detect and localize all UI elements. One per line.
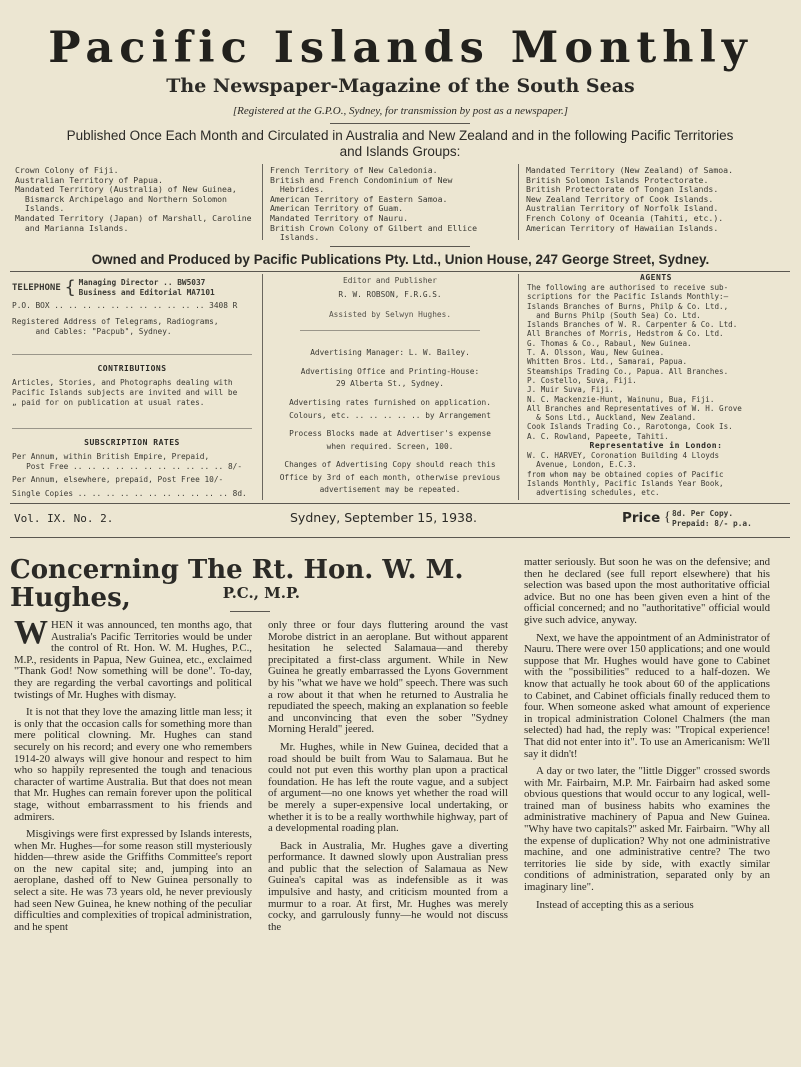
paragraph: only three or four days fluttering around the vast Morobe district in an aeroplane. But without apparent hesitation he selected Salamaua—and thereby precipitated a first-class argument. While in New Guinea he greatly embarrassed the Lyons Government by his "what we have we hold" speech. There was such a row about it that when he returned to Australia he repudiated the speech, making an explanation so feeble and unconvincing that even the sober "Sydney Morning Herald" jeered. [268, 619, 508, 736]
circulation-statement: Published Once Each Month and Circulated in Australia and New Zealand and in the following Pacific Territories and Islands Groups: [66, 128, 734, 159]
subscription-heading: SUBSCRIPTION RATES [84, 438, 180, 447]
london-rep-heading: Representative in London: [589, 441, 723, 450]
divider [230, 611, 270, 612]
volume-number: Vol. IX. No. 2. [14, 512, 114, 525]
price-prepaid: Prepaid: 8/- p.a. [672, 519, 752, 528]
subscription-rate-2: Per Annum, elsewhere, prepaid, Post Free 10/- [12, 475, 224, 484]
subscription-rate-1: Per Annum, within British Empire, Prepaid, Post Free .. .. .. .. .. .. .. .. .. .. .. 8/- [12, 452, 243, 471]
paragraph: matter seriously. But soon he was on the defensive; and then he declared (see full report elsewhere) that his selection was based upon the most authoritative official advice. But no one has been given even a hint of the official concerned; and no "authoritative" official would give such advice, anyway. [524, 556, 770, 626]
agents-list: The following are authorised to receive sub- scriptions for the Pacific Islands Monthly:— Islands Branches of Burns, Philp & Co. Ltd., and Burns Philp (South Sea) Co. Ltd. Islands Branches of W. R. Carpenter & Co. Ltd. All Branches of Morris, Hedstrom & Co. Ltd. G. Thomas & Co., Rabaul, New Guinea. T. A. Olsson, Wau, New Guinea. Whitten Bros. Ltd., Samarai, Papua. Steamships Trading Co., Papua. All Branches. P. Costello, Suva, Fiji. J. Muir Suva, Fiji. N. C. Mackenzie-Hunt, Wainunu, Bua, Fiji. All Branches and Representatives of W. H. Grove & Sons Ltd., Auckland, New Zealand. Cook Islands Trading Co., Rarotonga, Cook Is. A. C. Rowland, Papeete, Tahiti. [527, 283, 742, 441]
article-column-1 [14, 614, 252, 939]
price-label: Price [622, 510, 661, 526]
agents-heading: AGENTS [640, 273, 672, 282]
london-rep-text: W. C. HARVEY, Coronation Building 4 Lloyds Avenue, London, E.C.3. from whom may be obtained copies of Pacific Islands Monthly, Pacific Islands Year Book, advertising schedules, etc. [527, 451, 724, 498]
column-divider [262, 274, 263, 500]
territories-column-2: French Territory of New Caledonia. British and French Condominium of New Hebrides. American Territory of Eastern Samoa. American Territory of Guam. Mandated Territory of Nauru. British Crown Colony of Gilbert and Ellice Islands. [270, 165, 478, 243]
telephone-business: Business and Editorial MA7101 [78, 288, 215, 297]
contributions-heading: CONTRIBUTIONS [97, 364, 167, 373]
paragraph: Next, we have the appointment of an Administrator of Nauru. There were over 150 applications; and one would suppose that Mr. Hughes would have gone to Cabinet with the "possibilities" reduced to a half-dozen. We know that actually he took about 60 of the applications to Cabinet, and Cabinet officials finally reduced them to four. When someone asked what amount of experience in tropical administration Colonel Chalmers (the man selected) had had, the reply was: "Tropical experience! That did not enter into it". To use an Americanism: We'll say it didn't! [524, 631, 770, 760]
paragraph: WHEN it was announced, ten months ago, that Australia's Pacific Territories would be under the control of Rt. Hon. W. M. Hughes, P.C., M.P., residents in Papua, New Guinea, etc., exclaimed "Thank God! Now something will be done". To-day, they are regarding the verbal cavortings and political twistings of Mr. Hughes with dismay. [14, 614, 252, 701]
article-headline: Concerning The Rt. Hon. W. M. Hughes, [10, 555, 464, 613]
column-divider [262, 164, 263, 240]
assistant-line: Assisted by Selwyn Hughes. [328, 310, 452, 319]
ownership-line: Owned and Produced by Pacific Publications Pty. Ltd., Union House, 247 George Street, Sydney. [91, 252, 710, 267]
subscription-rate-3: Single Copies .. .. .. .. .. .. .. .. .. .. .. 8d. [12, 489, 247, 498]
advertising-office: Advertising Office and Printing-House: 29 Alberta St., Sydney. [300, 367, 480, 388]
column-divider [518, 274, 519, 500]
paragraph: It is not that they love the amazing little man less; it is only that the occasion calls for something more than mere political clowning. Mr. Hughes can stand securely on his record; and every one who remembers 1914-20 always will give honour and respect to him who so happily represented the tough and tenacious character of wartime Australia. But that does not mean that Mr. Hughes can remain forever upon the political stage, without embarrassment to his friends and admirers. [14, 706, 252, 823]
editor-name: R. W. ROBSON, F.R.G.S. [338, 290, 442, 299]
process-blocks: Process Blocks made at Advertiser's expense when required. Screen, 100. [289, 429, 491, 451]
advertising-changes: Changes of Advertising Copy should reach this Office by 3rd of each month, otherwise previous advertisement may be repeated. [279, 460, 501, 494]
divider [330, 246, 470, 247]
divider [300, 330, 480, 331]
paragraph: Instead of accepting this as a serious [536, 898, 694, 911]
paragraph: Mr. Hughes, while in New Guinea, decided that a road should be built from Wau to Salamaua. But he could not put even this worthy plan upon a practical foundation. He has left the route vague, and a subject of argument—no one knows yet whether the road will be merely a super-expensive local undertaking, or whether it is to be a really worthwhile highway, part of a developmental roading plan. [268, 740, 508, 835]
paragraph: A day or two later, the "little Digger" crossed swords with Mr. Fairbairn, M.P. Mr. Fairbairn had asked some obvious questions that would occur to any logical, well-trained man of business habits who examines the administrative machinery of Papua and New Guinea. "Why have two capitals?" asked Mr. Fairbairn. "Why all the expense of duplication? Why not one administrative machine, and one administrative centre? The two territories lie side by side, with exactly similar conditions of administration, separated only by an imaginary line". [524, 765, 770, 894]
territories-column-3: Mandated Territory (New Zealand) of Samoa. British Solomon Islands Protectorate. British Protectorate of Tongan Islands. New Zealand Territory of Cook Islands. Australian Territory of Norfolk Island. French Colony of Oceania (Tahiti, etc.). American Territory of Hawaiian Islands. [526, 165, 734, 233]
telephone-label: TELEPHONE [12, 283, 61, 293]
divider [10, 537, 790, 538]
registered-address: Registered Address of Telegrams, Radiograms, and Cables: "Pacpub", Sydney. [12, 317, 219, 336]
masthead-title: Pacific Islands Monthly [48, 23, 753, 73]
telephone-managing: Managing Director .. BW5037 [78, 278, 206, 287]
brace: { [64, 277, 76, 298]
registration-note: [Registered at the G.P.O., Sydney, for transmission by post as a newspaper.] [232, 105, 569, 117]
advertising-manager: Advertising Manager: L. W. Bailey. [310, 348, 470, 357]
advertising-rates: Advertising rates furnished on application. Colours, etc. .. .. .. .. .. by Arrangement [289, 398, 491, 420]
paragraph: Misgivings were first expressed by Islands interests, when Mr. Hughes—for some reason still mysteriously hidden—threw aside the Griffiths Committee's report on the new capital site; and, jumping into an aeroplane, dashed off to New Guinea personally to select a site. He was 73 years old, he never previously had seen New Guinea, he knew nothing of the peculiar difficulties and complexities of tropical administration, and he spent [14, 828, 252, 933]
po-box: P.O. BOX .. .. .. .. .. .. .. .. .. .. .. 3408 R [12, 301, 238, 310]
article-headline-suffix: P.C., M.P. [222, 584, 300, 602]
masthead-subtitle: The Newspaper-Magazine of the South Seas [166, 75, 635, 97]
divider [330, 123, 470, 124]
issue-date: Sydney, September 15, 1938. [290, 510, 477, 525]
article-column-3 [524, 557, 770, 917]
divider [12, 428, 252, 429]
paragraph: Back in Australia, Mr. Hughes gave a diverting performance. It dawned slowly upon Australian press and public that the selection of Salamaua as New Guinea's capital was as indefensible as it was impulsive and hasty, and criticism mounted from a murmur to a roar. At first, Mr. Hughes was merely cocky, and garrulously funny—he would not discuss the [268, 839, 508, 933]
article-column-2 [268, 620, 508, 939]
divider [12, 354, 252, 355]
price-per-copy: 8d. Per Copy. [672, 509, 734, 518]
editor-label: Editor and Publisher [343, 276, 437, 285]
divider [10, 271, 790, 272]
column-divider [518, 164, 519, 240]
drop-cap: W [14, 614, 48, 651]
contributions-text: Articles, Stories, and Photographs dealing with Pacific Islands subjects are invited and will be „ paid for on publication at usual rates. [12, 378, 238, 407]
territories-column-1: Crown Colony of Fiji. Australian Territory of Papua. Mandated Territory (Australia) of New Guinea, Bismarck Archipelago and Northern Solomon Islands. Mandated Territory (Japan) of Marshall, Caroline and Marianna Islands. [15, 165, 252, 233]
divider [10, 503, 790, 504]
brace: { [664, 510, 671, 525]
contact-box [12, 278, 252, 337]
